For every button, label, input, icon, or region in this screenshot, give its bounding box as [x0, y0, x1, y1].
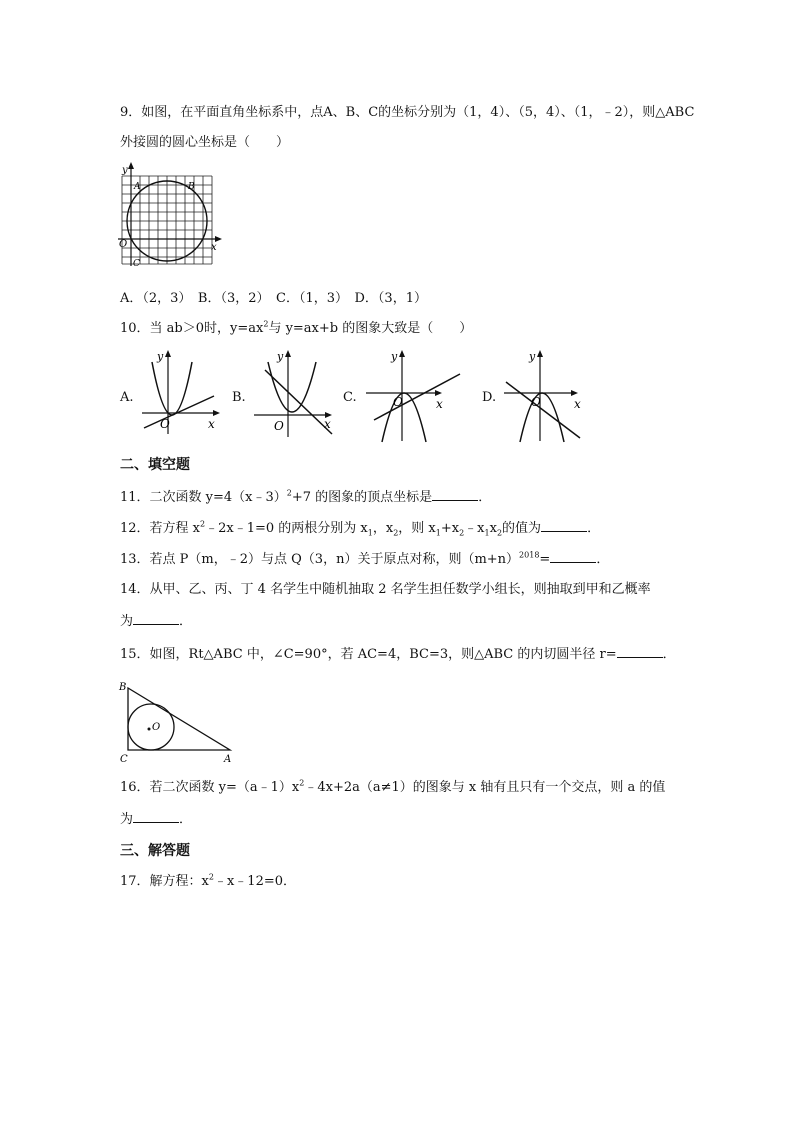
- svg-text:x: x: [324, 417, 331, 431]
- q16-answer-blank[interactable]: [133, 810, 179, 823]
- q15: 15．如图，Rt△ABC 中，∠C=90°，若 AC=4，BC=3，则△ABC 的内切圆半径 r= ．: [120, 647, 676, 662]
- svg-text:O: O: [160, 417, 170, 431]
- svg-text:A: A: [224, 754, 232, 765]
- q14-answer-blank[interactable]: [133, 612, 179, 625]
- q10-option-c-label: C.: [343, 390, 357, 405]
- q9-origin-label: O: [119, 239, 128, 250]
- svg-text:x: x: [574, 397, 581, 411]
- q15-answer-blank[interactable]: [617, 645, 663, 658]
- q9-line2: 外接圆的圆心坐标是（ ）: [120, 135, 290, 150]
- section-fill-in-heading: 二、填空题: [120, 457, 190, 473]
- q12: 12．若方程 $x^2﹣2x﹣1=0$ 的两根分别为 $x_1$，$x_2$，则 $x_1+x_2﹣x_1x_2$的值为 ．: [120, 519, 601, 538]
- svg-text:O: O: [274, 419, 284, 433]
- svg-text:B: B: [119, 682, 127, 693]
- svg-text:y: y: [157, 350, 164, 363]
- q11: 11．二次函数 y=4（x﹣3）$^2$+7 的图象的顶点坐标是 ．: [120, 488, 492, 505]
- svg-text:O: O: [393, 395, 403, 409]
- svg-text:y: y: [277, 350, 284, 363]
- q10-graph-d: [500, 350, 592, 442]
- q16-line2: 为 ．: [120, 812, 193, 827]
- q9-grid-figure: [118, 162, 228, 274]
- q16-line1: 16．若二次函数 $y=(a﹣1)x^2﹣4x+2a(a\ne 1)$的图象与 x 轴有且只有一个交点，则 a 的值: [120, 778, 666, 795]
- svg-text:O: O: [531, 395, 541, 409]
- q10-option-a-label: A.: [120, 390, 134, 405]
- svg-text:y: y: [391, 350, 398, 363]
- q9-point-b: B: [188, 182, 195, 192]
- q9-line1: 9．如图，在平面直角坐标系中，点A、B、C的坐标分别为（1，4）、（5，4）、（1，﹣2），则△ABC: [120, 105, 695, 120]
- q9-point-a: A: [134, 182, 141, 192]
- q10-option-d-label: D.: [482, 390, 497, 405]
- q9-point-c: C: [133, 259, 140, 269]
- svg-text:x: x: [436, 397, 443, 411]
- q10-option-b-label: B.: [232, 390, 246, 405]
- q10-graph-b: [250, 350, 340, 438]
- svg-text:C: C: [120, 754, 128, 765]
- q9-options: A．（2，3） B．（3，2） C．（1，3） D．（3，1）: [120, 291, 427, 306]
- q11-answer-blank[interactable]: [432, 488, 478, 501]
- q14-line1: 14．从甲、乙、丙、丁 4 名学生中随机抽取 2 名学生担任数学小组长，则抽取到甲和乙概率: [120, 582, 651, 597]
- svg-text:x: x: [208, 417, 215, 431]
- q17: 17．解方程：$x^2﹣x﹣12=0$．: [120, 872, 297, 889]
- q9-y-label: y: [122, 165, 128, 176]
- q10-stem: 10．当 ab＞0时，$y=ax^2$与 y=ax+b 的图象大致是（ ）: [120, 319, 473, 336]
- q12-answer-blank[interactable]: [541, 519, 587, 532]
- q14-line2: 为 ．: [120, 614, 193, 629]
- q13: 13．若点 P（m，﹣2）与点 Q（3，n）关于原点对称，则$(m+n)^{2018}=$ ．: [120, 550, 610, 567]
- q15-triangle-figure: [118, 678, 238, 764]
- section-solve-heading: 三、解答题: [120, 843, 190, 859]
- q13-answer-blank[interactable]: [550, 550, 596, 563]
- q10-graph-a: [140, 350, 225, 435]
- q9-x-label: x: [211, 242, 217, 253]
- svg-text:O: O: [152, 722, 161, 733]
- svg-text:y: y: [529, 350, 536, 363]
- q10-graph-c: [360, 350, 465, 442]
